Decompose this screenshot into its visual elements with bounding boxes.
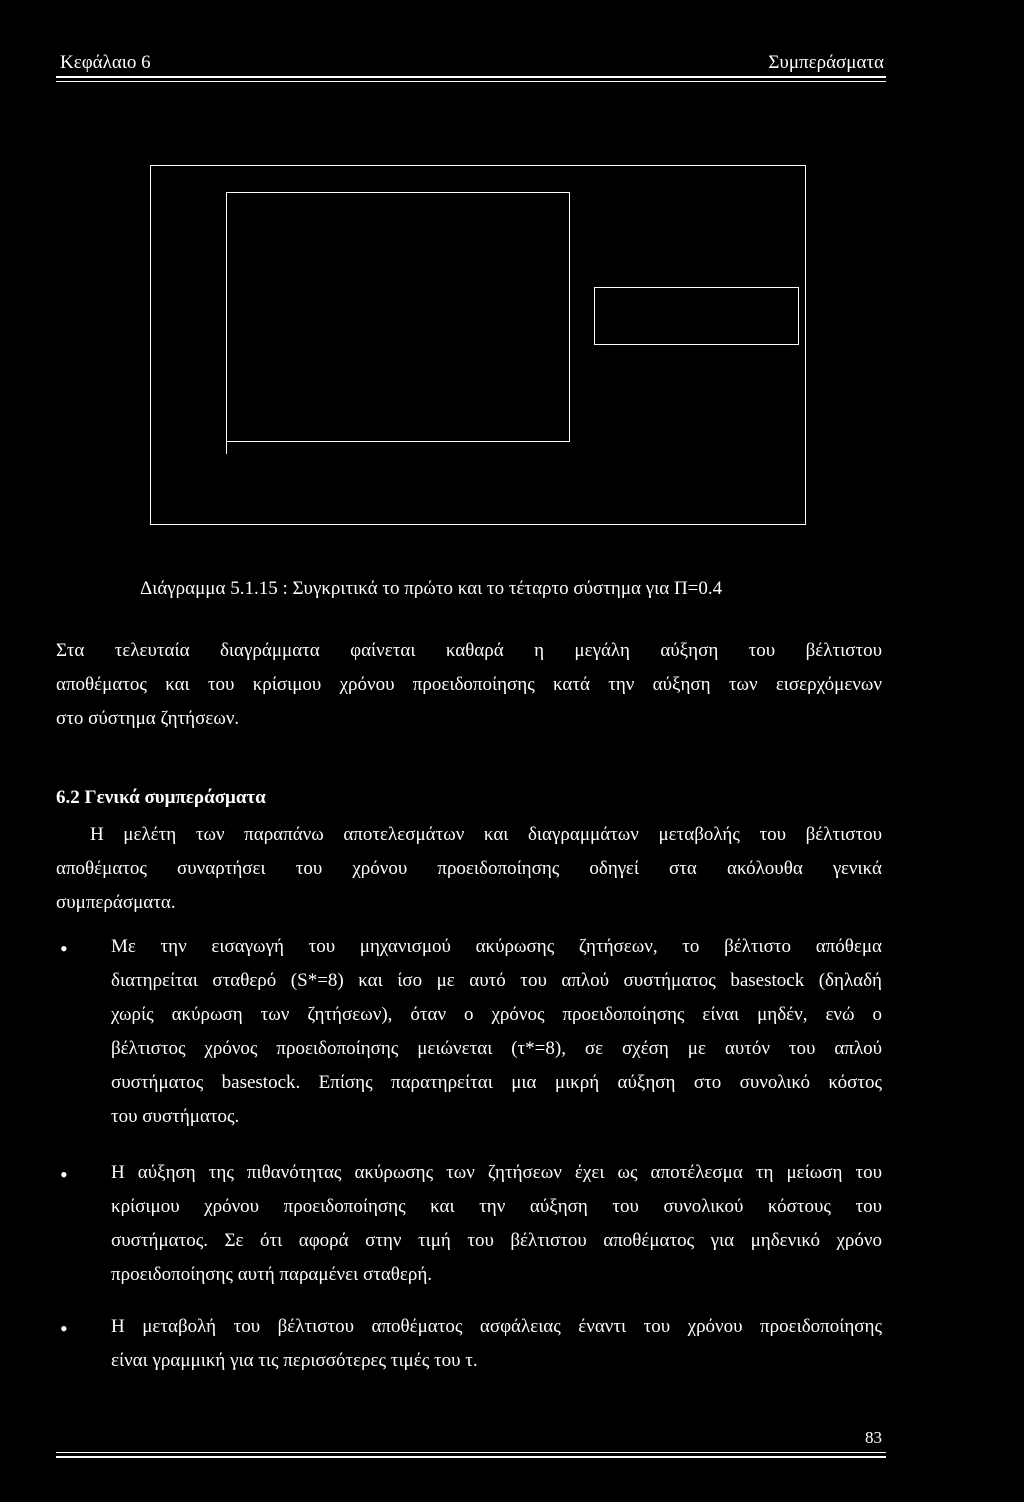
section-line: Η μελέτη των παραπάνω αποτελεσμάτων και διαγραμμάτων μεταβολής του βέλτιστου (90, 824, 882, 845)
figure-plot-axis (226, 192, 227, 454)
intro-line: αποθέματος και του κρίσιμου χρόνου προειδοποίησης κατά την αύξηση των εισερχόμενων (56, 674, 882, 695)
footer-rule-thin (56, 1452, 886, 1453)
section-line: αποθέματος συναρτήσει του χρόνου προειδοποίησης οδηγεί στα ακόλουθα γενικά (56, 858, 882, 879)
bullet-line: διατηρείται σταθερό (S*=8) και ίσο με αυτό του απλού συστήματος basestock (δηλαδή (111, 970, 882, 991)
bullet-line: συστήματος. Σε ότι αφορά στην τιμή του βέλτιστου αποθέματος για μηδενικό χρόνο (111, 1230, 882, 1251)
bullet-line: προειδοποίησης αυτή παραμένει σταθερή. (111, 1264, 433, 1285)
intro-paragraph (56, 634, 882, 736)
bullet-line: είναι γραμμική για τις περισσότερες τιμές του τ. (111, 1350, 478, 1371)
bullet-line: συστήματος basestock. Επίσης παρατηρείται μια μικρή αύξηση στο συνολικό κόστος (111, 1072, 882, 1093)
header-rule (56, 76, 886, 78)
bullet-line: χωρίς ακύρωση των ζητήσεων), όταν ο χρόνος προειδοποίησης είναι μηδέν, ενώ ο (111, 1004, 882, 1025)
section-paragraph (56, 818, 882, 920)
bullet-line: κρίσιμου χρόνου προειδοποίησης και την αύξηση του συνολικού κόστους του (111, 1196, 882, 1217)
running-header-section: Συμπεράσματα (768, 52, 884, 73)
page-number: 83 (865, 1428, 882, 1447)
header-rule-thin (56, 81, 886, 82)
bullet-line: Η μεταβολή του βέλτιστου αποθέματος ασφάλειας έναντι του χρόνου προειδοποίησης (111, 1316, 882, 1337)
bullet-line: Με την εισαγωγή του μηχανισμού ακύρωσης ζητήσεων, το βέλτιστο απόθεμα (111, 936, 882, 957)
bullet-icon: • (60, 1316, 68, 1341)
bullet-icon: • (60, 1162, 68, 1187)
bullet-item (111, 1310, 882, 1378)
bullet-line: του συστήματος. (111, 1106, 240, 1127)
bullet-item (111, 930, 882, 1134)
intro-line: στο σύστημα ζητήσεων. (56, 708, 240, 729)
bullet-item (111, 1156, 882, 1292)
section-line: συμπεράσματα. (56, 892, 176, 913)
footer-rule (56, 1456, 886, 1458)
figure-caption: Διάγραμμα 5.1.15 : Συγκριτικά το πρώτο και το τέταρτο σύστημα για Π=0.4 (140, 578, 723, 599)
bullet-line: βέλτιστος χρόνος προειδοποίησης μειώνεται (τ*=8), σε σχέση με αυτόν του απλού (111, 1038, 882, 1059)
intro-line: Στα τελευταία διαγράμματα φαίνεται καθαρά η μεγάλη αύξηση του βέλτιστου (56, 640, 882, 661)
section-title: 6.2 Γενικά συμπεράσματα (56, 787, 266, 808)
bullet-line: Η αύξηση της πιθανότητας ακύρωσης των ζητήσεων έχει ως αποτέλεσμα τη μείωση του (111, 1162, 882, 1183)
figure-legend-box (594, 287, 799, 345)
running-header-chapter: Κεφάλαιο 6 (60, 52, 151, 73)
figure-plot-area (226, 192, 570, 442)
bullet-icon: • (60, 936, 68, 961)
